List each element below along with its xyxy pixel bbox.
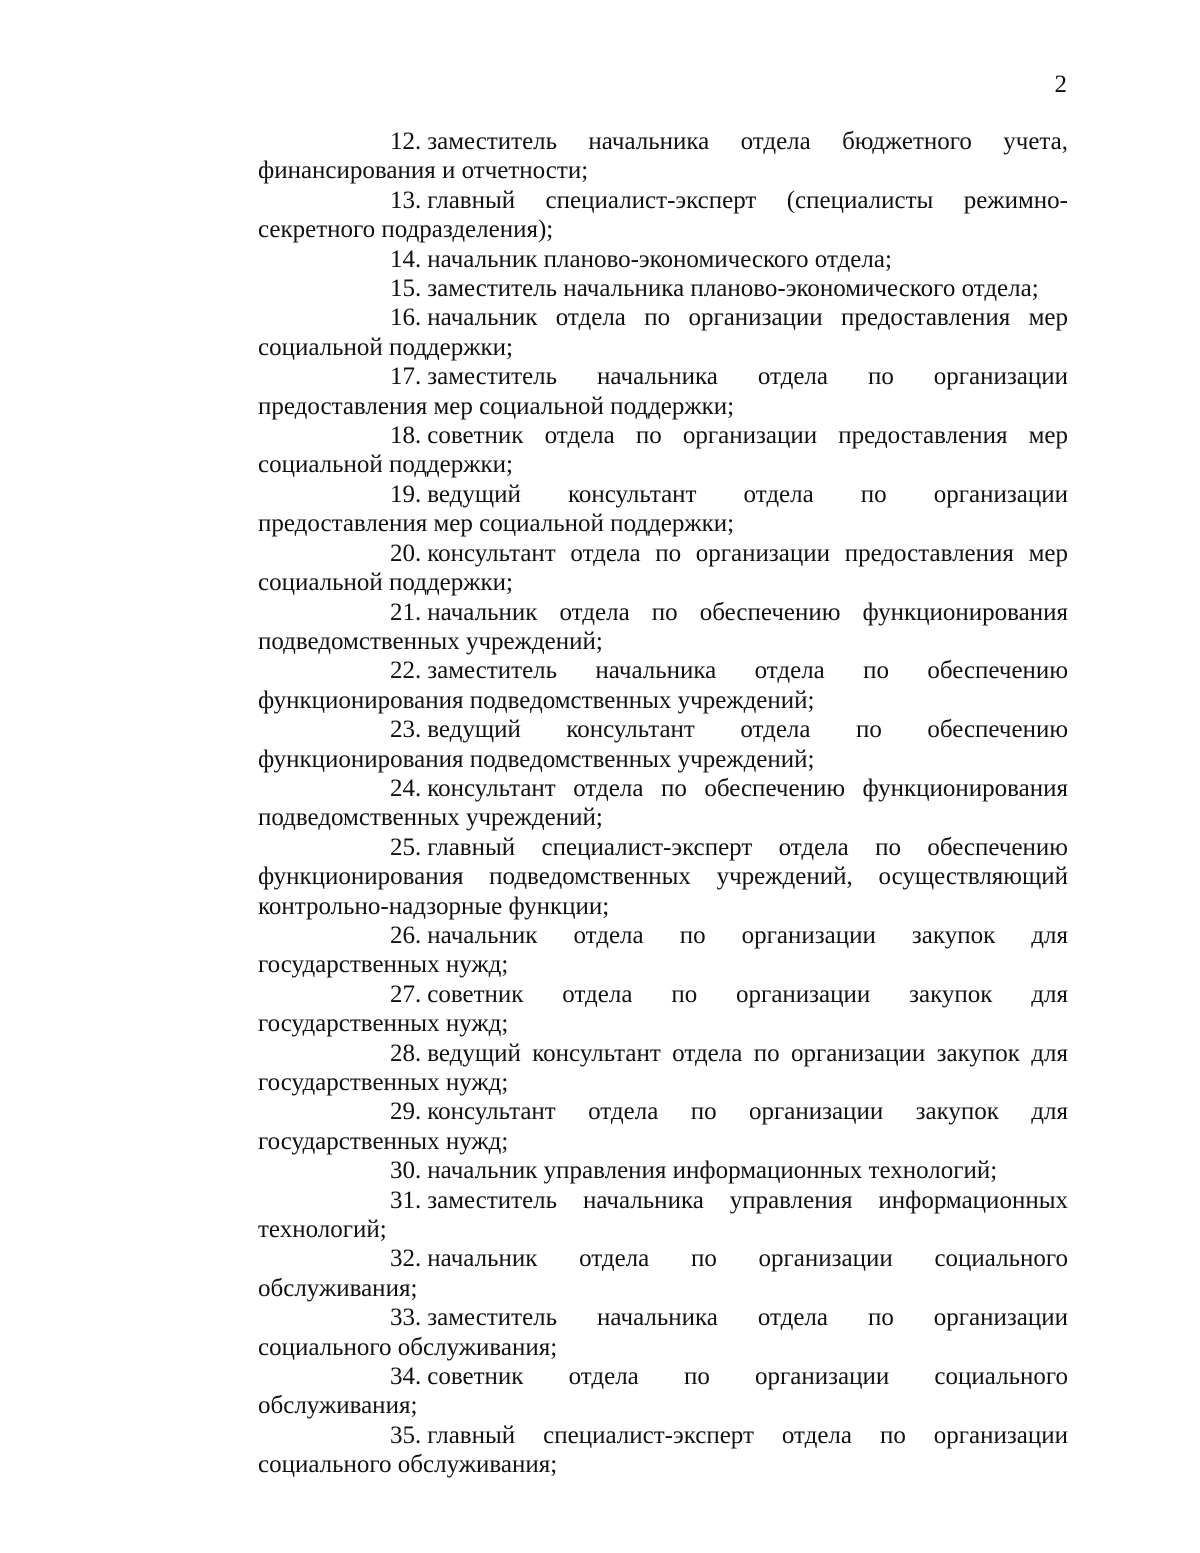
item-number: 22.	[390, 657, 422, 685]
item-text: заместитель начальника отдела по организации социального обслуживания;	[258, 1304, 1068, 1361]
item-number: 17.	[390, 363, 422, 391]
list-item	[258, 774, 1068, 833]
item-number: 34.	[390, 1363, 422, 1391]
item-text: начальник планово-экономического отдела;	[427, 245, 892, 273]
item-number: 23.	[390, 716, 422, 744]
list-item	[258, 1244, 1068, 1303]
list-item	[258, 186, 1068, 245]
list-item	[258, 362, 1068, 421]
list-item	[258, 1097, 1068, 1156]
item-text: ведущий консультант отдела по обеспечению функционирования подведомственных учреждений;	[258, 716, 1068, 773]
item-text: начальник отдела по организации предоставления мер социальной поддержки;	[258, 304, 1068, 361]
item-number: 14.	[390, 245, 422, 273]
list-item	[258, 833, 1068, 921]
list-item	[258, 1156, 1068, 1185]
item-text: начальник отдела по обеспечению функционирования подведомственных учреждений;	[258, 598, 1068, 655]
list-item	[258, 980, 1068, 1039]
item-text: заместитель начальника планово-экономического отдела;	[427, 275, 1039, 303]
list-item	[258, 715, 1068, 774]
list-item	[258, 539, 1068, 598]
item-text: заместитель начальника управления информационных технологий;	[258, 1186, 1068, 1244]
item-number: 15.	[390, 275, 422, 303]
item-text: главный специалист-эксперт отдела по обеспечению функционирования подведомственных учреждений, осуществляющий контрольно-надзорные функции;	[258, 833, 1068, 920]
list-item	[258, 480, 1068, 539]
list-item	[258, 245, 1068, 274]
item-number: 21.	[390, 598, 422, 626]
item-number: 19.	[390, 480, 422, 508]
item-text: консультант отдела по организации предоставления мер социальной поддержки;	[258, 539, 1068, 597]
item-text: начальник управления информационных технологий;	[427, 1157, 998, 1185]
item-text: советник отдела по организации закупок для государственных нужд;	[258, 980, 1068, 1038]
item-number: 31.	[390, 1186, 422, 1214]
item-number: 27.	[390, 980, 422, 1008]
item-number: 30.	[390, 1157, 422, 1185]
item-text: начальник отдела по организации закупок для государственных нужд;	[258, 921, 1068, 979]
item-text: заместитель начальника отдела по обеспечению функционирования подведомственных учреждений;	[258, 657, 1068, 714]
item-text: советник отдела по организации предоставления мер социальной поддержки;	[258, 422, 1068, 479]
list-item	[258, 1303, 1068, 1362]
list-item	[258, 303, 1068, 362]
item-number: 33.	[390, 1304, 422, 1332]
item-number: 13.	[390, 186, 422, 214]
item-text: советник отдела по организации социального обслуживания;	[258, 1363, 1068, 1420]
item-text: главный специалист-эксперт (специалисты режимно-секретного подразделения);	[258, 186, 1068, 244]
item-number: 26.	[390, 921, 422, 949]
item-number: 29.	[390, 1098, 422, 1126]
item-text: заместитель начальника отдела по организации предоставления мер социальной поддержки;	[258, 363, 1068, 420]
list-item	[258, 921, 1068, 980]
item-text: главный специалист-эксперт отдела по организации социального обслуживания;	[258, 1421, 1068, 1479]
item-number: 32.	[390, 1245, 422, 1273]
item-number: 28.	[390, 1039, 422, 1067]
item-text: консультант отдела по обеспечению функционирования подведомственных учреждений;	[258, 774, 1068, 832]
item-number: 12.	[390, 128, 422, 155]
page-number: 2	[1054, 71, 1067, 98]
list-item	[258, 1421, 1068, 1480]
item-text: консультант отдела по организации закупок для государственных нужд;	[258, 1098, 1068, 1155]
item-number: 25.	[390, 833, 422, 861]
list-item	[258, 1039, 1068, 1098]
list-item	[258, 656, 1068, 715]
list-item	[258, 1186, 1068, 1245]
item-number: 20.	[390, 539, 422, 567]
list-item	[258, 1362, 1068, 1421]
item-text: заместитель начальника отдела бюджетного учета, финансирования и отчетности;	[258, 128, 1068, 185]
list-item	[258, 598, 1068, 657]
list-item	[258, 127, 1068, 186]
item-number: 16.	[390, 304, 422, 332]
list-item	[258, 421, 1068, 480]
position-list	[258, 127, 1068, 1480]
item-number: 18.	[390, 422, 422, 450]
item-text: начальник отдела по организации социального обслуживания;	[258, 1245, 1068, 1302]
item-text: ведущий консультант отдела по организации предоставления мер социальной поддержки;	[258, 480, 1068, 538]
item-number: 35.	[390, 1421, 422, 1449]
list-item	[258, 274, 1068, 303]
item-number: 24.	[390, 774, 422, 802]
item-text: ведущий консультант отдела по организации закупок для государственных нужд;	[258, 1039, 1068, 1096]
